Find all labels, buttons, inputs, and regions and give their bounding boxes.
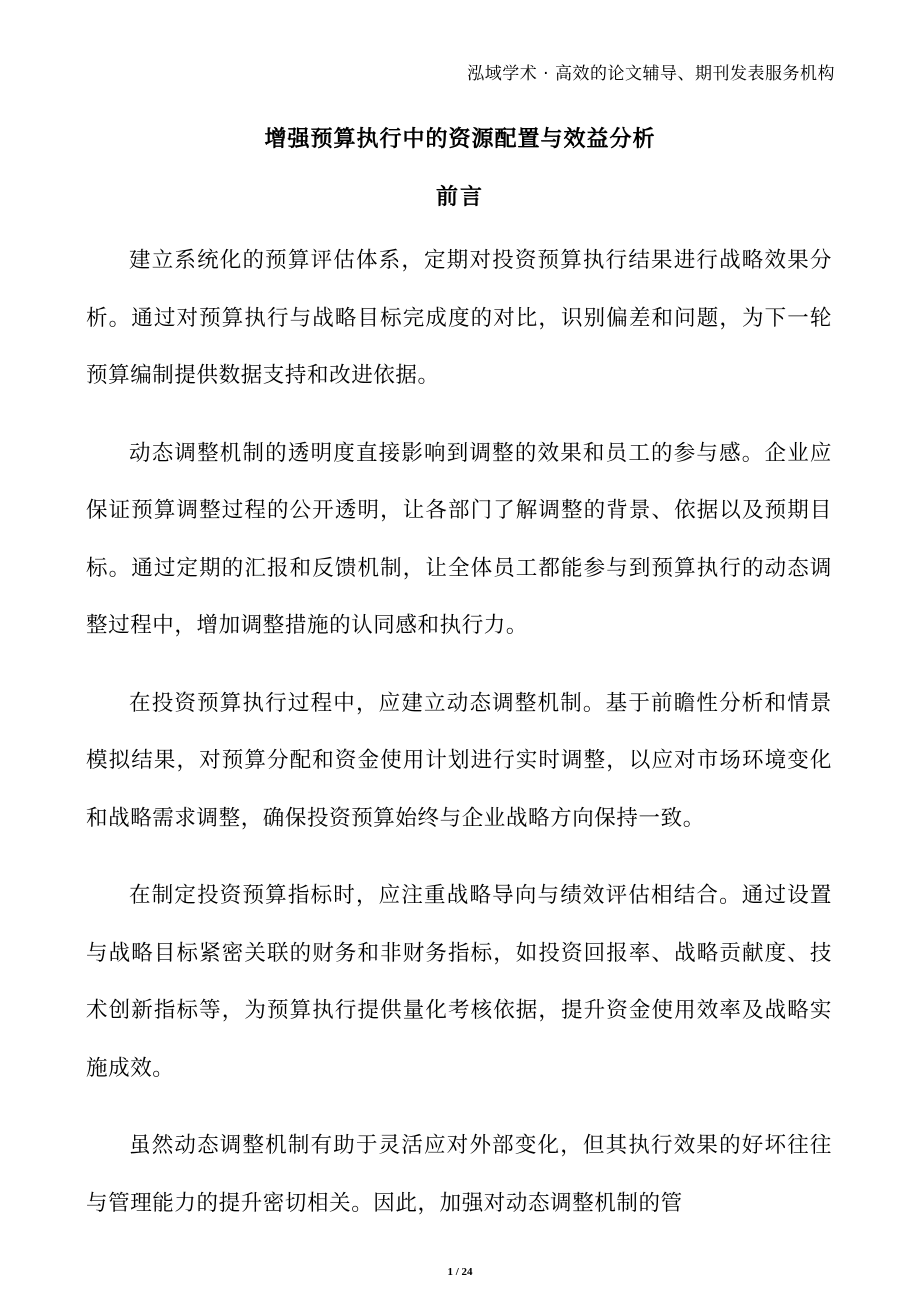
paragraph: 虽然动态调整机制有助于灵活应对外部变化，但其执行效果的好坏往往与管理能力的提升密切相关。因此，加强对动态调整机制的管 xyxy=(86,1133,832,1216)
paragraph: 在制定投资预算指标时，应注重战略导向与绩效评估相结合。通过设置与战略目标紧密关联的财务和非财务指标，如投资回报率、战略贡献度、技术创新指标等，为预算执行提供量化考核依据，提升资金使用效率及战略实施成效。 xyxy=(86,883,832,1081)
paragraph: 建立系统化的预算评估体系，定期对投资预算执行结果进行战略效果分析。通过对预算执行与战略目标完成度的对比，识别偏差和问题，为下一轮预算编制提供数据支持和改进依据。 xyxy=(86,248,832,388)
page-number: 1 / 24 xyxy=(447,1266,473,1278)
section-heading: 前言 xyxy=(435,185,484,210)
paragraph: 在投资预算执行过程中，应建立动态调整机制。基于前瞻性分析和情景模拟结果，对预算分配和资金使用计划进行实时调整，以应对市场环境变化和战略需求调整，确保投资预算始终与企业战略方向保持一致。 xyxy=(86,690,832,831)
header-tagline: 泓域学术 · 高效的论文辅导、期刊发表服务机构 xyxy=(467,64,835,84)
document-title: 增强预算执行中的资源配置与效益分析 xyxy=(264,127,656,152)
document-body xyxy=(86,232,832,1252)
paragraph: 动态调整机制的透明度直接影响到调整的效果和员工的参与感。企业应保证预算调整过程的公开透明，让各部门了解调整的背景、依据以及预期目标。通过定期的汇报和反馈机制，让全体员工都能参与到预算执行的动态调整过程中，增加调整措施的认同感和执行力。 xyxy=(86,440,832,638)
